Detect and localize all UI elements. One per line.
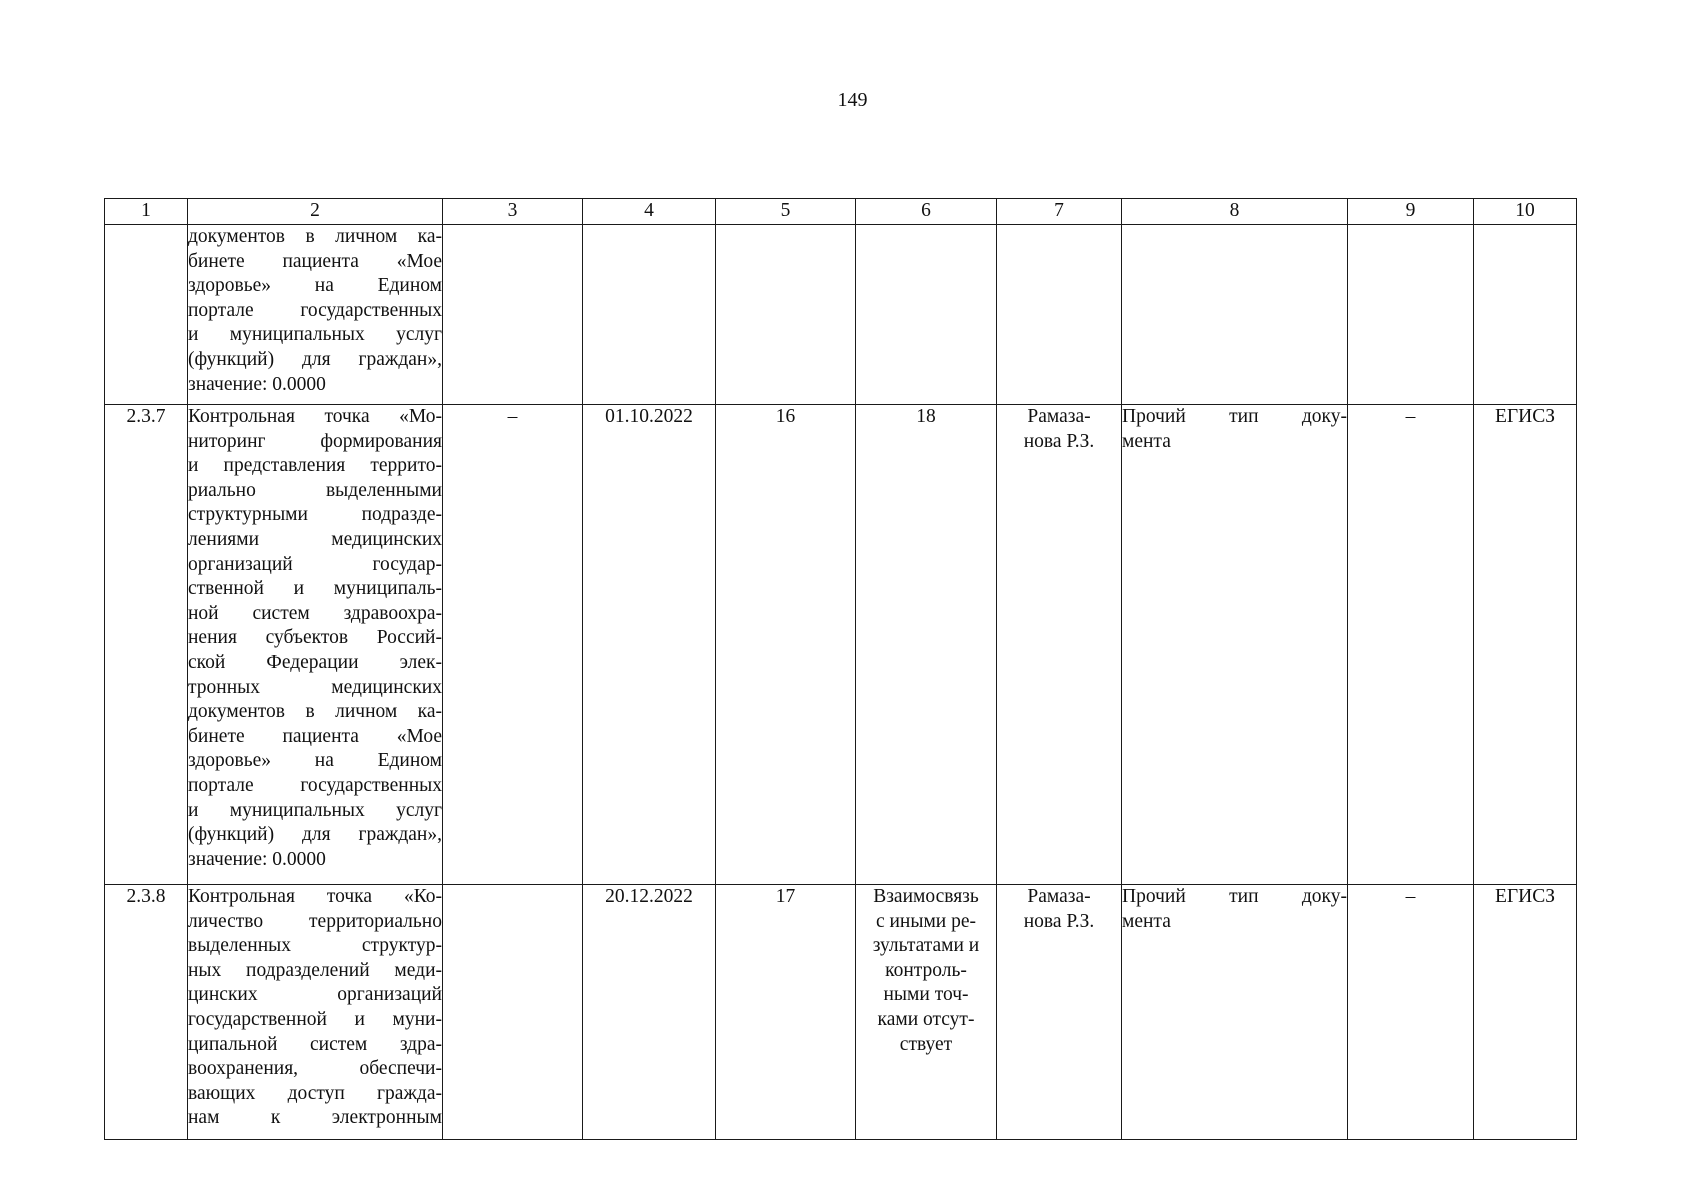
cell-line: ствует [899,1033,953,1055]
description-line: ципальной систем здра- [188,1033,442,1055]
table-row [105,405,1577,885]
cell-line: Прочий тип доку- [1122,886,1347,907]
cell-col9: – [1348,405,1474,885]
cell-line: нова Р.З. [1023,910,1095,932]
cell-line: Взаимосвязь [873,886,979,907]
column-header: 9 [1348,199,1474,225]
column-header: 1 [105,199,188,225]
cell-line: Прочий тип доку- [1122,406,1347,427]
description-line: бинете пациента «Мое [188,725,442,747]
cell-line: мента [1122,910,1171,932]
cell-col9: – [1348,885,1474,1140]
table-row [105,225,1577,405]
description-line: (функций) для граждан», [188,348,442,370]
row-number: 2.3.7 [105,405,188,885]
description-line: и муниципальных услуг [188,324,442,346]
description-line: государственной и муни- [188,1008,442,1030]
description-line: значение: 0.0000 [188,373,326,395]
description-line: ской Федерации элек- [188,651,442,673]
cell-col5: 17 [716,885,856,1140]
cell-line: мента [1122,430,1171,452]
cell-line: Рамаза- [1027,886,1091,907]
description-line: документов в личном ка- [188,701,442,723]
cell-responsible [997,885,1122,1140]
cell-system: ЕГИСЗ [1474,885,1577,1140]
description-line: (функций) для граждан», [188,824,442,846]
description-line: значение: 0.0000 [188,848,326,870]
description-line: документов в личном ка- [188,226,442,247]
cell-date: 20.12.2022 [583,885,716,1140]
row-description [188,225,443,405]
column-header: 6 [856,199,997,225]
description-line: ной систем здравоохра- [188,602,442,624]
cell-system: ЕГИСЗ [1474,405,1577,885]
description-line: здоровье» на Едином [188,750,442,772]
description-line: структурными подразде- [188,504,442,526]
cell-document-type [1122,885,1348,1140]
cell-line: нова Р.З. [1023,430,1095,452]
description-line: ственной и муниципаль- [188,578,442,600]
description-line: вающих доступ гражда- [188,1082,442,1104]
column-header: 8 [1122,199,1348,225]
description-line: лениями медицинских [188,528,442,550]
row-description [188,885,443,1140]
description-line: ных подразделений меди- [188,959,442,981]
description-line: воохранения, обеспечи- [188,1058,442,1080]
row-number [105,225,188,405]
cell-line: зультатами и [872,935,980,957]
cell-document-type [1122,225,1348,405]
description-line: риально выделенными [188,479,442,501]
description-line: бинете пациента «Мое [188,250,442,272]
row-number: 2.3.8 [105,885,188,1140]
column-header: 2 [188,199,443,225]
description-line: нения субъектов Россий- [188,627,442,649]
cell-line: Рамаза- [1027,406,1091,427]
cell-document-type [1122,405,1348,885]
description-line: личество территориально [188,910,442,932]
cell-col5 [716,225,856,405]
cell-col3: – [443,405,583,885]
description-line: организаций государ- [188,553,442,575]
description-line: Контрольная точка «Мо- [188,406,442,427]
description-line: цинских организаций [188,984,442,1006]
column-header: 4 [583,199,716,225]
cell-col9 [1348,225,1474,405]
description-line: и муниципальных услуг [188,799,442,821]
row-description [188,405,443,885]
cell-col3 [443,225,583,405]
cell-line: 18 [916,406,936,427]
cell-responsible [997,405,1122,885]
cell-date [583,225,716,405]
cell-col3 [443,885,583,1140]
plan-table [104,198,1577,1140]
description-line: выделенных структур- [188,935,442,957]
table-header-row [105,199,1577,225]
description-line: и представления террито- [188,455,442,477]
page-number: 149 [837,89,868,111]
cell-system [1474,225,1577,405]
description-line: нам к электронным [188,1107,442,1129]
cell-col6 [856,885,997,1140]
cell-line: ками отсут- [877,1008,975,1030]
description-line: тронных медицинских [188,676,442,698]
table-row [105,885,1577,1140]
cell-date: 01.10.2022 [583,405,716,885]
description-line: портале государственных [188,299,442,321]
description-line: портале государственных [188,774,442,796]
cell-line: с иными ре- [875,910,977,932]
column-header: 3 [443,199,583,225]
cell-line: контроль- [885,959,967,981]
cell-col6 [856,405,997,885]
column-header: 7 [997,199,1122,225]
description-line: здоровье» на Едином [188,275,442,297]
column-header: 5 [716,199,856,225]
cell-col6 [856,225,997,405]
cell-col5: 16 [716,405,856,885]
cell-responsible [997,225,1122,405]
description-line: ниторинг формирования [188,430,442,452]
column-header: 10 [1474,199,1577,225]
cell-line: ными точ- [883,984,969,1006]
description-line: Контрольная точка «Ко- [188,886,442,907]
